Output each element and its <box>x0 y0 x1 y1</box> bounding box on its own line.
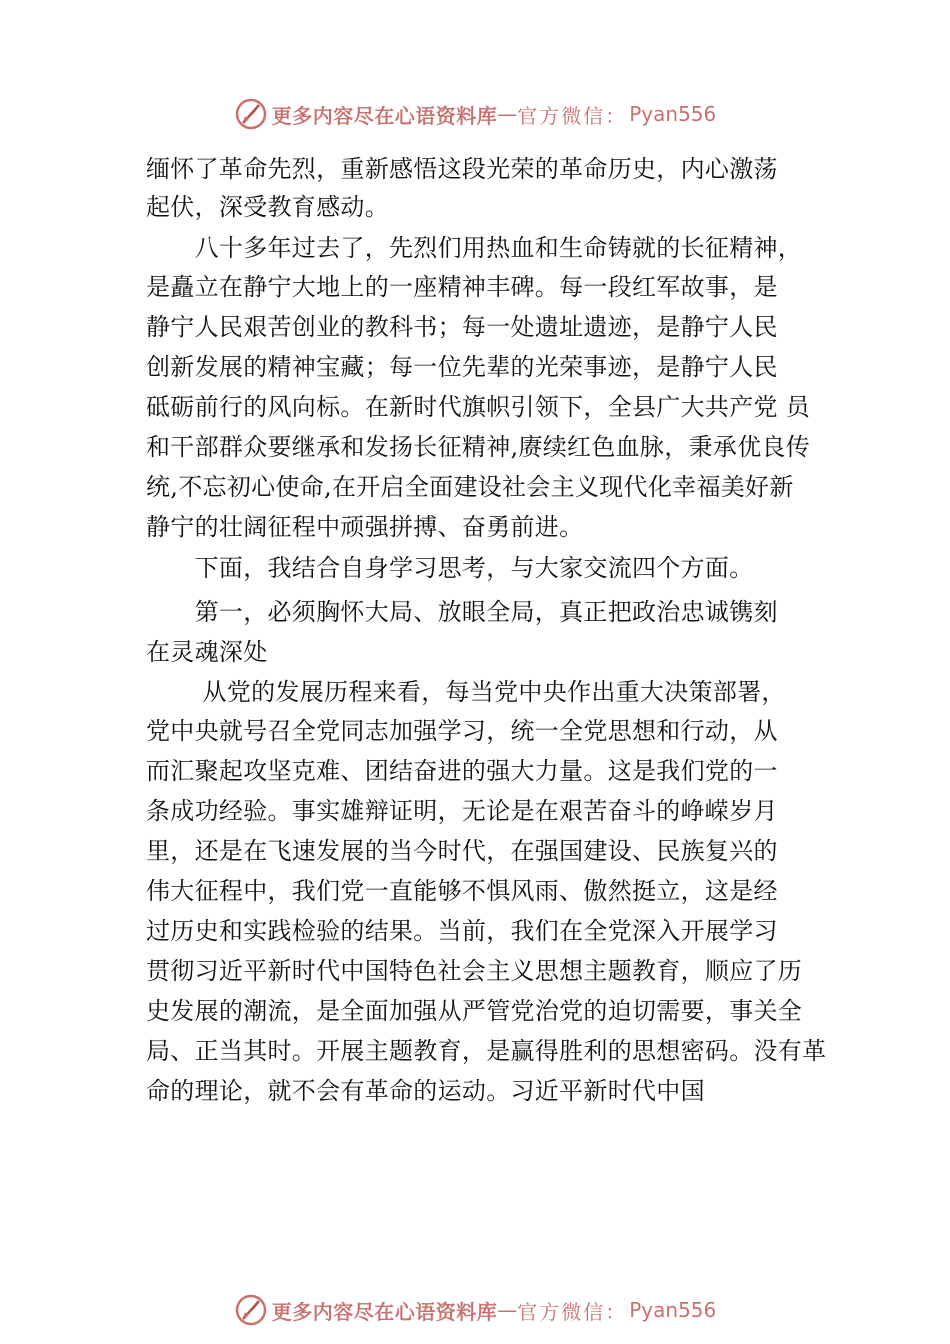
body-line: 创新发展的精神宝藏；每一位先辈的光荣事迹，是静宁人民 <box>146 353 778 381</box>
body-line: 下面，我结合自身学习思考，与大家交流四个方面。 <box>146 554 754 582</box>
quill-seal-icon <box>234 1293 268 1327</box>
body-line: 和干部群众要继承和发扬长征精神,赓续红色血脉，秉承优良传 <box>146 433 811 461</box>
body-line: 史发展的潮流，是全面加强从严管党治党的迫切需要，事关全 <box>146 997 803 1025</box>
section-heading: 在灵魂深处 <box>146 638 268 666</box>
body-line: 静宁人民艰苦创业的教科书；每一处遗址遗迹，是静宁人民 <box>146 313 778 341</box>
body-line: 砥砺前行的风向标。在新时代旗帜引领下，全县广大共产党 员 <box>146 393 811 421</box>
body-line: 党中央就号召全党同志加强学习，统一全党思想和行动，从 <box>146 717 778 745</box>
quill-seal-icon <box>234 97 268 131</box>
watermark-title: 更多内容尽在心语资料库 <box>271 1299 498 1324</box>
watermark-wechat-id: Pyan556 <box>629 1298 717 1322</box>
body-line: 从党的发展历程来看，每当党中央作出重大决策部署， <box>146 678 786 706</box>
watermark-separator: — <box>497 102 518 126</box>
watermark-separator: — <box>497 1298 518 1322</box>
header-watermark <box>0 94 950 134</box>
body-line: 贯彻习近平新时代中国特色社会主义思想主题教育，顺应了历 <box>146 957 803 985</box>
watermark-wechat-id: Pyan556 <box>629 102 717 126</box>
body-line: 统,不忘初心使命,在开启全面建设社会主义现代化幸福美好新 <box>146 473 794 501</box>
body-line: 里，还是在飞速发展的当今时代，在强国建设、民族复兴的 <box>146 837 778 865</box>
body-line: 条成功经验。事实雄辩证明，无论是在艰苦奋斗的峥嵘岁月 <box>146 797 778 825</box>
body-line: 而汇聚起攻坚克难、团结奋进的强大力量。这是我们党的一 <box>146 757 778 785</box>
body-line: 局、正当其时。开展主题教育，是赢得胜利的思想密码。没有革 <box>146 1037 827 1065</box>
watermark-title: 更多内容尽在心语资料库 <box>271 103 498 128</box>
footer-watermark <box>0 1290 950 1330</box>
body-line: 静宁的壮阔征程中顽强拼搏、奋勇前进。 <box>146 513 584 541</box>
watermark-subtitle: 官方微信： <box>517 103 628 128</box>
body-line: 伟大征程中，我们党一直能够不惧风雨、傲然挺立，这是经 <box>146 877 778 905</box>
section-heading: 第一，必须胸怀大局、放眼全局，真正把政治忠诚镌刻 <box>146 598 778 626</box>
body-line: 缅怀了革命先烈，重新感悟这段光荣的革命历史，内心激荡 <box>146 155 778 183</box>
body-line: 八十多年过去了，先烈们用热血和生命铸就的长征精神， <box>146 234 803 262</box>
body-line: 起伏，深受教育感动。 <box>146 193 389 221</box>
watermark-subtitle: 官方微信： <box>517 1299 628 1324</box>
body-line: 命的理论，就不会有革命的运动。习近平新时代中国 <box>146 1077 705 1105</box>
body-line: 过历史和实践检验的结果。当前，我们在全党深入开展学习 <box>146 917 778 945</box>
body-line: 是矗立在静宁大地上的一座精神丰碑。每一段红军故事，是 <box>146 273 778 301</box>
